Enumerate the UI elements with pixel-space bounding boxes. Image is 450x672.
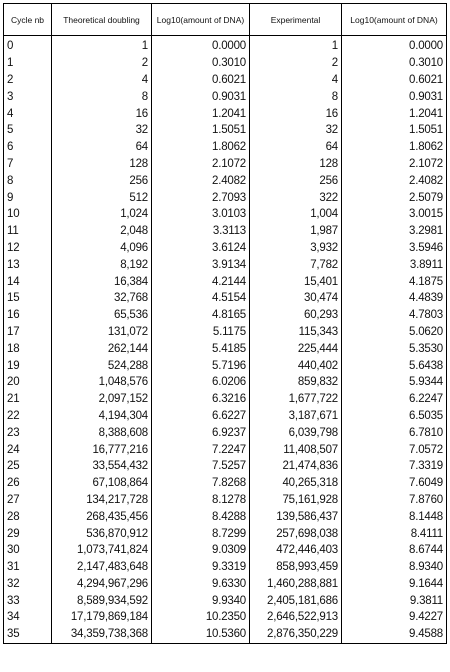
cell-experimental-log10: 5.9344 xyxy=(342,374,447,391)
cell-experimental-log10: 2.5079 xyxy=(342,189,447,206)
cell-theoretical-log10: 10.5360 xyxy=(152,626,250,643)
cell-experimental: 2,405,181,686 xyxy=(250,592,342,609)
cell-cycle: 29 xyxy=(4,525,52,542)
table-row xyxy=(4,105,447,122)
cell-experimental-log10: 9.4227 xyxy=(342,609,447,626)
cell-theoretical-doubling: 8,589,934,592 xyxy=(52,592,152,609)
cell-cycle: 4 xyxy=(4,105,52,122)
cell-experimental: 21,474,836 xyxy=(250,458,342,475)
table-row xyxy=(4,172,447,189)
cell-experimental-log10: 8.9340 xyxy=(342,559,447,576)
header-experimental: Experimental xyxy=(250,4,342,36)
cell-cycle: 5 xyxy=(4,122,52,139)
cell-experimental: 8 xyxy=(250,88,342,105)
cell-experimental-log10: 8.1448 xyxy=(342,508,447,525)
cell-theoretical-log10: 5.1175 xyxy=(152,324,250,341)
cell-theoretical-doubling: 1 xyxy=(52,36,152,55)
cell-experimental: 6,039,798 xyxy=(250,424,342,441)
cell-experimental: 40,265,318 xyxy=(250,475,342,492)
cell-theoretical-doubling: 524,288 xyxy=(52,357,152,374)
cell-theoretical-log10: 7.2247 xyxy=(152,441,250,458)
cell-theoretical-doubling: 8,388,608 xyxy=(52,424,152,441)
cell-experimental-log10: 6.7810 xyxy=(342,424,447,441)
header-theoretical-log10: Log10(amount of DNA) xyxy=(152,4,250,36)
cell-cycle: 18 xyxy=(4,340,52,357)
cell-experimental-log10: 2.4082 xyxy=(342,172,447,189)
cell-cycle: 7 xyxy=(4,156,52,173)
cell-experimental: 1,004 xyxy=(250,206,342,223)
cell-theoretical-log10: 6.6227 xyxy=(152,408,250,425)
cell-theoretical-doubling: 1,073,741,824 xyxy=(52,542,152,559)
cell-cycle: 22 xyxy=(4,408,52,425)
cell-experimental-log10: 6.2247 xyxy=(342,391,447,408)
cell-experimental-log10: 6.5035 xyxy=(342,408,447,425)
table-row xyxy=(4,609,447,626)
table-row xyxy=(4,206,447,223)
table-row xyxy=(4,273,447,290)
cell-theoretical-doubling: 16,777,216 xyxy=(52,441,152,458)
cell-theoretical-log10: 10.2350 xyxy=(152,609,250,626)
table-row xyxy=(4,122,447,139)
cell-experimental: 3,187,671 xyxy=(250,408,342,425)
table-row xyxy=(4,357,447,374)
cell-experimental: 1 xyxy=(250,36,342,55)
table-row xyxy=(4,374,447,391)
cell-cycle: 25 xyxy=(4,458,52,475)
cell-theoretical-doubling: 34,359,738,368 xyxy=(52,626,152,643)
cell-cycle: 34 xyxy=(4,609,52,626)
cell-experimental: 257,698,038 xyxy=(250,525,342,542)
table-row xyxy=(4,36,447,55)
cell-theoretical-doubling: 32,768 xyxy=(52,290,152,307)
table-body xyxy=(4,36,447,644)
cell-cycle: 1 xyxy=(4,55,52,72)
table-row xyxy=(4,223,447,240)
table-row xyxy=(4,340,447,357)
cell-theoretical-doubling: 134,217,728 xyxy=(52,492,152,509)
cell-cycle: 14 xyxy=(4,273,52,290)
dna-amplification-table xyxy=(3,3,447,644)
table-row xyxy=(4,240,447,257)
cell-theoretical-log10: 2.7093 xyxy=(152,189,250,206)
table-row xyxy=(4,55,447,72)
cell-experimental: 1,460,288,881 xyxy=(250,576,342,593)
cell-theoretical-doubling: 4 xyxy=(52,72,152,89)
cell-experimental: 3,932 xyxy=(250,240,342,257)
cell-theoretical-doubling: 32 xyxy=(52,122,152,139)
cell-cycle: 3 xyxy=(4,88,52,105)
cell-theoretical-log10: 6.0206 xyxy=(152,374,250,391)
cell-theoretical-log10: 4.2144 xyxy=(152,273,250,290)
cell-theoretical-log10: 1.2041 xyxy=(152,105,250,122)
cell-experimental-log10: 3.0015 xyxy=(342,206,447,223)
cell-experimental: 322 xyxy=(250,189,342,206)
cell-experimental: 858,993,459 xyxy=(250,559,342,576)
cell-theoretical-doubling: 64 xyxy=(52,139,152,156)
cell-theoretical-doubling: 1,024 xyxy=(52,206,152,223)
cell-experimental-log10: 5.6438 xyxy=(342,357,447,374)
cell-theoretical-doubling: 8 xyxy=(52,88,152,105)
cell-experimental: 440,402 xyxy=(250,357,342,374)
cell-experimental: 2,876,350,229 xyxy=(250,626,342,643)
cell-cycle: 32 xyxy=(4,576,52,593)
cell-theoretical-log10: 9.9340 xyxy=(152,592,250,609)
table-row xyxy=(4,307,447,324)
table-container xyxy=(3,3,447,644)
cell-theoretical-log10: 4.8165 xyxy=(152,307,250,324)
cell-cycle: 17 xyxy=(4,324,52,341)
cell-theoretical-log10: 9.0309 xyxy=(152,542,250,559)
cell-theoretical-doubling: 8,192 xyxy=(52,256,152,273)
cell-cycle: 11 xyxy=(4,223,52,240)
header-experimental-log10: Log10(amount of DNA) xyxy=(342,4,447,36)
cell-experimental: 859,832 xyxy=(250,374,342,391)
cell-theoretical-doubling: 2,048 xyxy=(52,223,152,240)
table-row xyxy=(4,492,447,509)
cell-experimental: 4 xyxy=(250,72,342,89)
cell-cycle: 35 xyxy=(4,626,52,643)
cell-theoretical-doubling: 67,108,864 xyxy=(52,475,152,492)
cell-experimental-log10: 7.3319 xyxy=(342,458,447,475)
cell-experimental-log10: 4.1875 xyxy=(342,273,447,290)
cell-experimental: 64 xyxy=(250,139,342,156)
cell-theoretical-log10: 6.9237 xyxy=(152,424,250,441)
cell-theoretical-log10: 0.3010 xyxy=(152,55,250,72)
cell-experimental: 15,401 xyxy=(250,273,342,290)
table-row xyxy=(4,189,447,206)
cell-theoretical-log10: 8.4288 xyxy=(152,508,250,525)
cell-experimental-log10: 4.7803 xyxy=(342,307,447,324)
cell-theoretical-doubling: 256 xyxy=(52,172,152,189)
cell-theoretical-log10: 0.0000 xyxy=(152,36,250,55)
cell-cycle: 28 xyxy=(4,508,52,525)
table-row xyxy=(4,391,447,408)
cell-theoretical-log10: 8.7299 xyxy=(152,525,250,542)
cell-experimental-log10: 8.4111 xyxy=(342,525,447,542)
cell-cycle: 13 xyxy=(4,256,52,273)
cell-experimental-log10: 2.1072 xyxy=(342,156,447,173)
table-row xyxy=(4,592,447,609)
table-row xyxy=(4,441,447,458)
cell-experimental: 7,782 xyxy=(250,256,342,273)
cell-cycle: 2 xyxy=(4,72,52,89)
table-header-row xyxy=(4,4,447,36)
cell-experimental-log10: 0.6021 xyxy=(342,72,447,89)
table-row xyxy=(4,508,447,525)
cell-experimental-log10: 7.0572 xyxy=(342,441,447,458)
table-row xyxy=(4,72,447,89)
cell-experimental-log10: 1.8062 xyxy=(342,139,447,156)
cell-experimental-log10: 0.3010 xyxy=(342,55,447,72)
cell-experimental: 16 xyxy=(250,105,342,122)
cell-theoretical-log10: 0.6021 xyxy=(152,72,250,89)
cell-experimental-log10: 7.6049 xyxy=(342,475,447,492)
cell-cycle: 30 xyxy=(4,542,52,559)
cell-experimental: 225,444 xyxy=(250,340,342,357)
table-row xyxy=(4,525,447,542)
cell-theoretical-doubling: 33,554,432 xyxy=(52,458,152,475)
table-row xyxy=(4,458,447,475)
table-row xyxy=(4,88,447,105)
cell-theoretical-doubling: 2 xyxy=(52,55,152,72)
cell-experimental-log10: 9.1644 xyxy=(342,576,447,593)
table-row xyxy=(4,290,447,307)
cell-theoretical-log10: 1.8062 xyxy=(152,139,250,156)
cell-experimental-log10: 1.2041 xyxy=(342,105,447,122)
cell-experimental: 32 xyxy=(250,122,342,139)
cell-theoretical-doubling: 128 xyxy=(52,156,152,173)
cell-theoretical-doubling: 268,435,456 xyxy=(52,508,152,525)
cell-experimental-log10: 0.0000 xyxy=(342,36,447,55)
cell-experimental: 2 xyxy=(250,55,342,72)
cell-experimental-log10: 4.4839 xyxy=(342,290,447,307)
cell-cycle: 10 xyxy=(4,206,52,223)
cell-experimental-log10: 3.2981 xyxy=(342,223,447,240)
table-row xyxy=(4,576,447,593)
cell-theoretical-doubling: 2,097,152 xyxy=(52,391,152,408)
cell-experimental: 256 xyxy=(250,172,342,189)
cell-cycle: 27 xyxy=(4,492,52,509)
cell-experimental-log10: 0.9031 xyxy=(342,88,447,105)
cell-experimental: 139,586,437 xyxy=(250,508,342,525)
cell-experimental: 30,474 xyxy=(250,290,342,307)
cell-theoretical-log10: 3.6124 xyxy=(152,240,250,257)
cell-theoretical-log10: 6.3216 xyxy=(152,391,250,408)
cell-cycle: 21 xyxy=(4,391,52,408)
cell-experimental-log10: 7.8760 xyxy=(342,492,447,509)
cell-theoretical-log10: 3.9134 xyxy=(152,256,250,273)
cell-theoretical-doubling: 16,384 xyxy=(52,273,152,290)
cell-experimental-log10: 9.3811 xyxy=(342,592,447,609)
cell-experimental: 128 xyxy=(250,156,342,173)
cell-theoretical-log10: 9.6330 xyxy=(152,576,250,593)
cell-theoretical-log10: 5.7196 xyxy=(152,357,250,374)
cell-experimental: 11,408,507 xyxy=(250,441,342,458)
cell-theoretical-log10: 7.8268 xyxy=(152,475,250,492)
table-row xyxy=(4,475,447,492)
cell-theoretical-doubling: 4,294,967,296 xyxy=(52,576,152,593)
header-theoretical-doubling: Theoretical doubling xyxy=(52,4,152,36)
cell-theoretical-log10: 4.5154 xyxy=(152,290,250,307)
cell-cycle: 8 xyxy=(4,172,52,189)
cell-theoretical-doubling: 16 xyxy=(52,105,152,122)
cell-cycle: 15 xyxy=(4,290,52,307)
cell-theoretical-doubling: 17,179,869,184 xyxy=(52,609,152,626)
cell-theoretical-log10: 5.4185 xyxy=(152,340,250,357)
cell-experimental-log10: 8.6744 xyxy=(342,542,447,559)
cell-cycle: 0 xyxy=(4,36,52,55)
cell-theoretical-doubling: 2,147,483,648 xyxy=(52,559,152,576)
cell-experimental-log10: 1.5051 xyxy=(342,122,447,139)
table-row xyxy=(4,542,447,559)
cell-experimental-log10: 9.4588 xyxy=(342,626,447,643)
cell-theoretical-doubling: 1,048,576 xyxy=(52,374,152,391)
cell-experimental: 75,161,928 xyxy=(250,492,342,509)
cell-experimental: 115,343 xyxy=(250,324,342,341)
cell-cycle: 12 xyxy=(4,240,52,257)
cell-theoretical-log10: 2.4082 xyxy=(152,172,250,189)
cell-experimental: 472,446,403 xyxy=(250,542,342,559)
cell-experimental: 60,293 xyxy=(250,307,342,324)
cell-theoretical-doubling: 262,144 xyxy=(52,340,152,357)
cell-cycle: 23 xyxy=(4,424,52,441)
cell-theoretical-doubling: 4,096 xyxy=(52,240,152,257)
cell-theoretical-log10: 8.1278 xyxy=(152,492,250,509)
table-row xyxy=(4,139,447,156)
cell-cycle: 26 xyxy=(4,475,52,492)
cell-cycle: 31 xyxy=(4,559,52,576)
table-row xyxy=(4,626,447,643)
cell-theoretical-log10: 9.3319 xyxy=(152,559,250,576)
cell-theoretical-log10: 7.5257 xyxy=(152,458,250,475)
cell-theoretical-doubling: 4,194,304 xyxy=(52,408,152,425)
cell-cycle: 16 xyxy=(4,307,52,324)
cell-theoretical-log10: 1.5051 xyxy=(152,122,250,139)
cell-theoretical-doubling: 131,072 xyxy=(52,324,152,341)
cell-experimental-log10: 3.8911 xyxy=(342,256,447,273)
cell-theoretical-doubling: 65,536 xyxy=(52,307,152,324)
cell-experimental: 2,646,522,913 xyxy=(250,609,342,626)
cell-cycle: 6 xyxy=(4,139,52,156)
cell-theoretical-log10: 0.9031 xyxy=(152,88,250,105)
cell-theoretical-doubling: 512 xyxy=(52,189,152,206)
cell-theoretical-doubling: 536,870,912 xyxy=(52,525,152,542)
table-row xyxy=(4,424,447,441)
table-row xyxy=(4,324,447,341)
header-cycle-nb: Cycle nb xyxy=(4,4,52,36)
cell-cycle: 19 xyxy=(4,357,52,374)
table-row xyxy=(4,156,447,173)
cell-theoretical-log10: 3.0103 xyxy=(152,206,250,223)
cell-cycle: 9 xyxy=(4,189,52,206)
table-row xyxy=(4,408,447,425)
table-row xyxy=(4,559,447,576)
cell-cycle: 24 xyxy=(4,441,52,458)
cell-experimental-log10: 5.3530 xyxy=(342,340,447,357)
cell-experimental: 1,677,722 xyxy=(250,391,342,408)
cell-theoretical-log10: 3.3113 xyxy=(152,223,250,240)
cell-theoretical-log10: 2.1072 xyxy=(152,156,250,173)
cell-experimental: 1,987 xyxy=(250,223,342,240)
cell-experimental-log10: 5.0620 xyxy=(342,324,447,341)
cell-cycle: 33 xyxy=(4,592,52,609)
cell-experimental-log10: 3.5946 xyxy=(342,240,447,257)
cell-cycle: 20 xyxy=(4,374,52,391)
table-row xyxy=(4,256,447,273)
